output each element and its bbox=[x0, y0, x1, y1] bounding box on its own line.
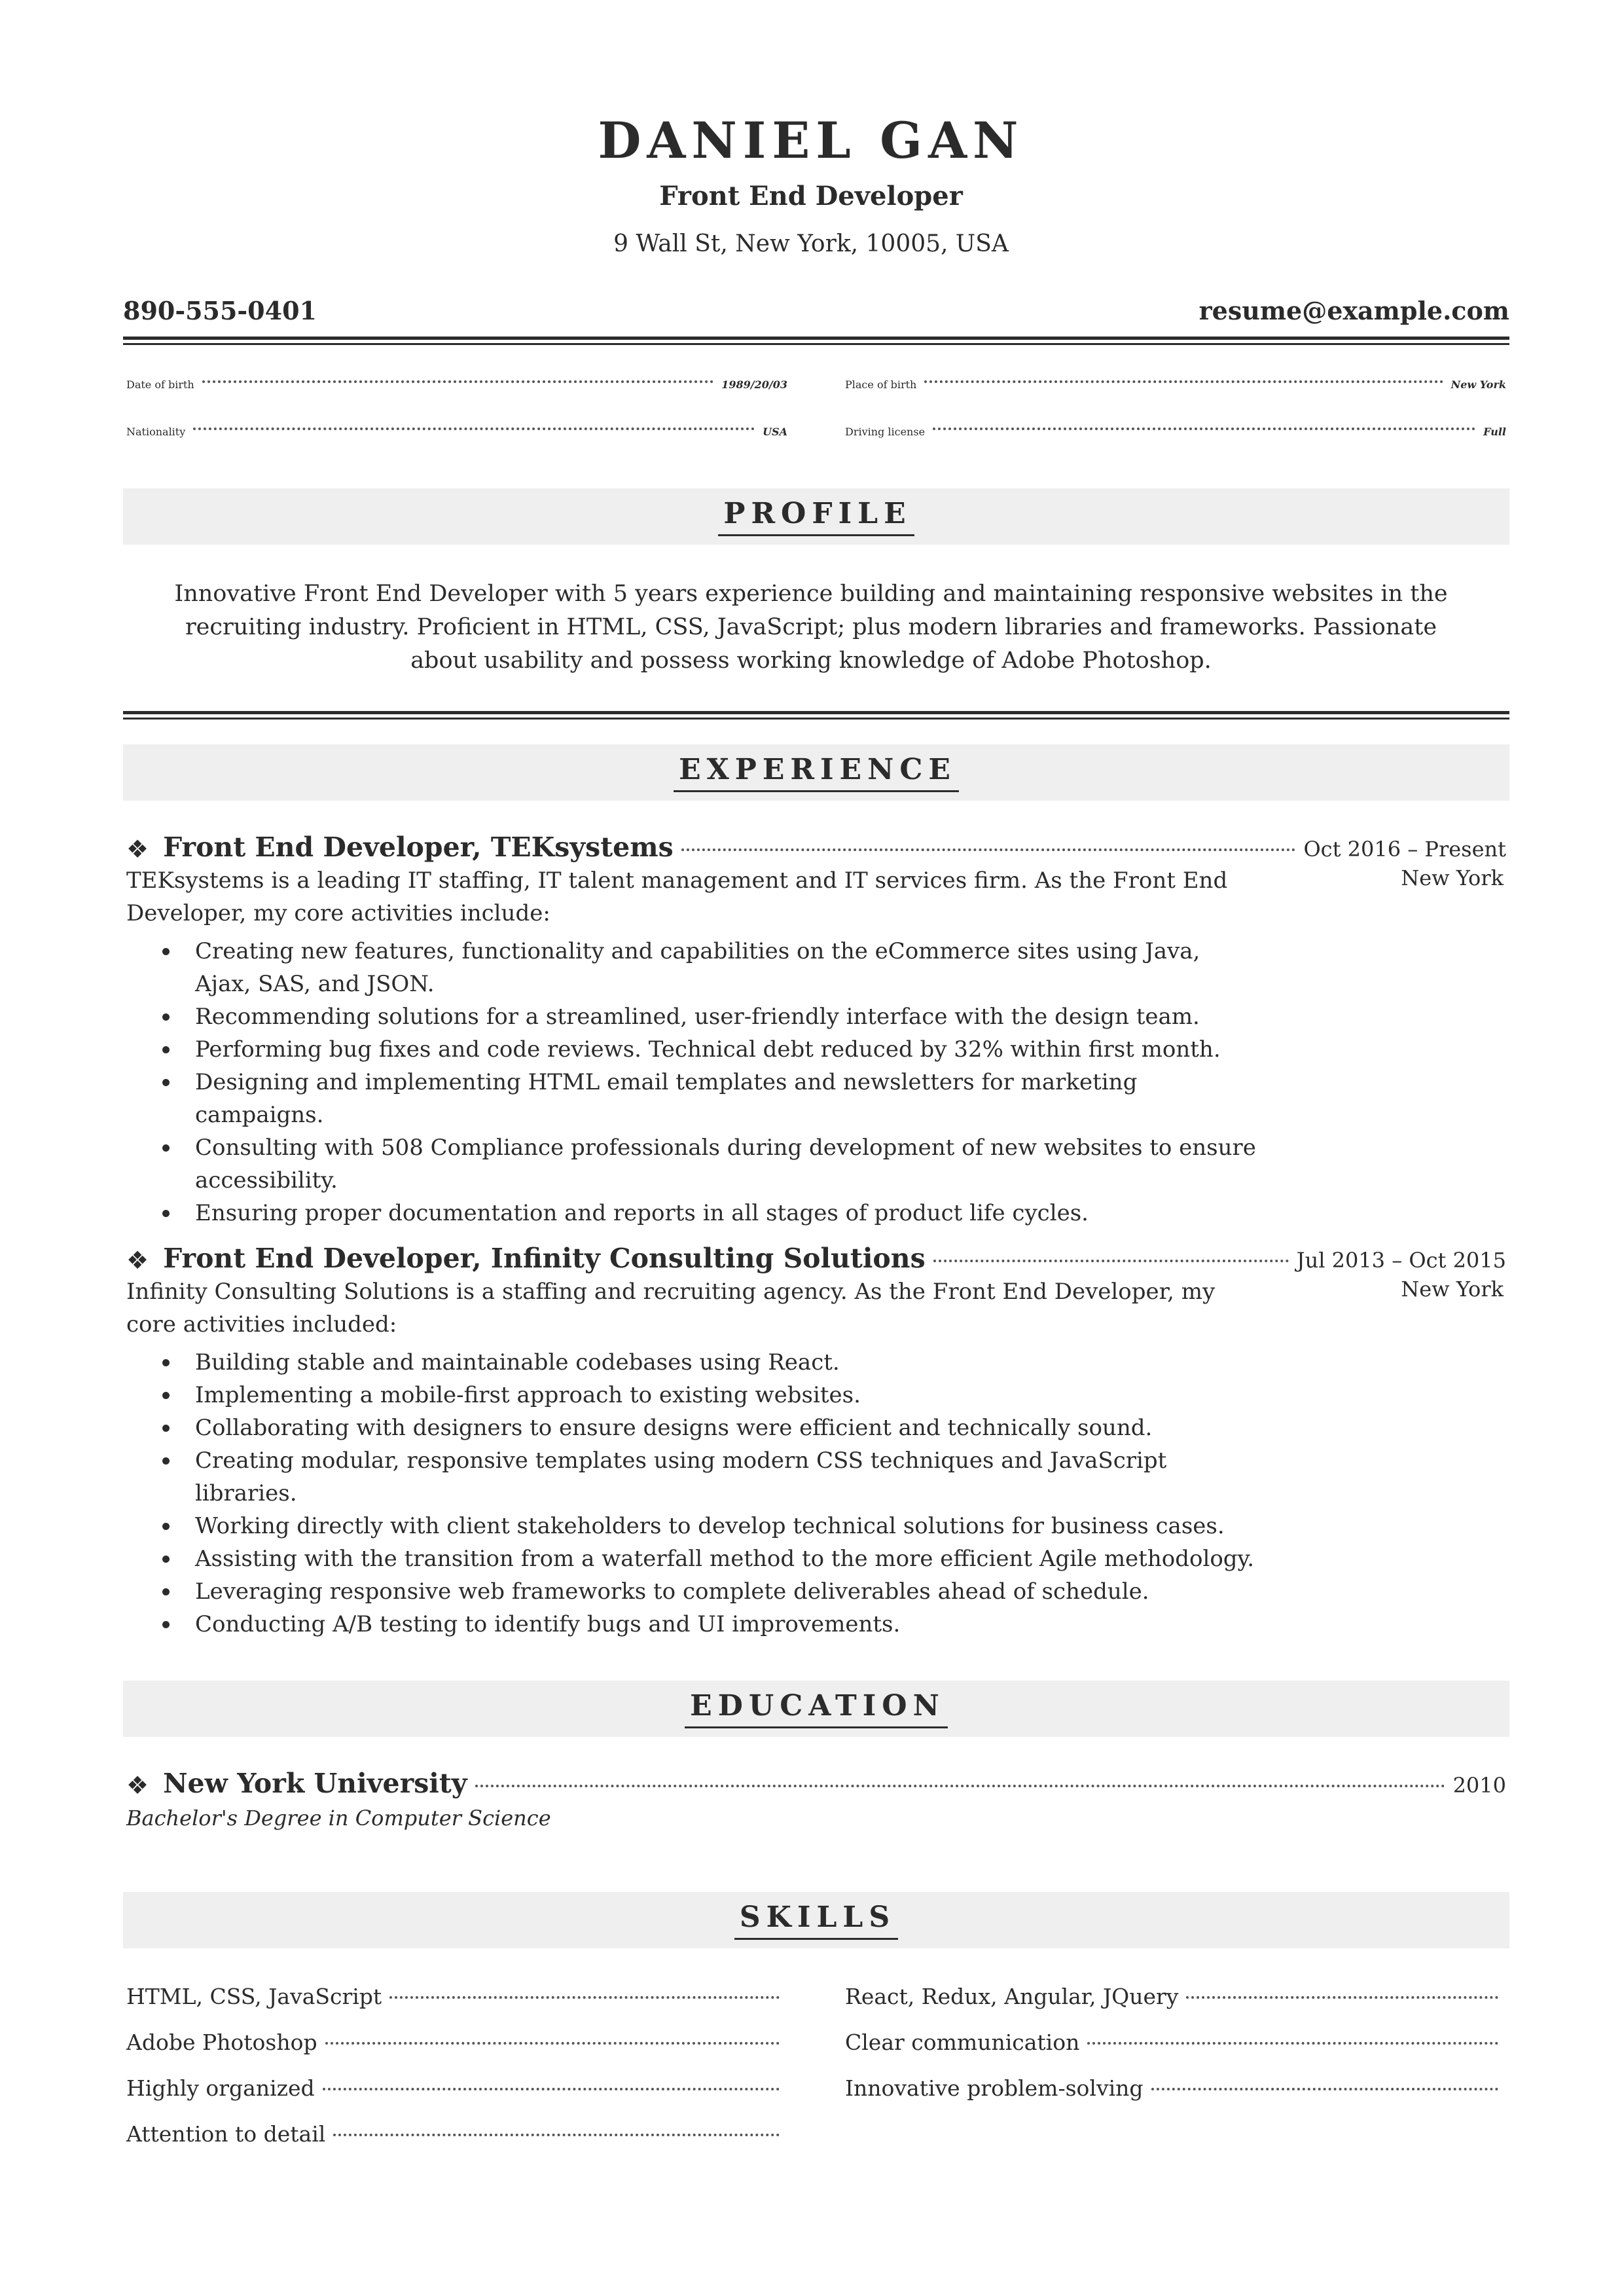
list-item: Performing bug fixes and code reviews. Technical debt reduced by 32% within first month. bbox=[195, 1033, 1262, 1066]
profile-summary: Innovative Front End Developer with 5 years experience building and maintaining responsive websites in the recruiting industry. Proficient in HTML, CSS, JavaScript; plus modern libraries and frameworks. Passionate about usability and possess working knowledge of Adobe Photoshop. bbox=[174, 581, 1448, 674]
info-label: Nationality bbox=[126, 426, 186, 438]
contact-row bbox=[123, 296, 1509, 325]
dot-leader bbox=[389, 1996, 780, 1999]
skill-item bbox=[845, 1984, 1506, 2009]
experience-bullets bbox=[126, 935, 1262, 1230]
info-date-of-birth bbox=[126, 378, 787, 391]
list-item: Ensuring proper documentation and reports in all stages of product life cycles. bbox=[195, 1197, 1262, 1230]
list-item: Creating modular, responsive templates using modern CSS techniques and JavaScript libraries. bbox=[195, 1444, 1262, 1510]
education-degree: Bachelor's Degree in Computer Science bbox=[126, 1806, 551, 1831]
header-divider bbox=[123, 337, 1509, 345]
section-heading: EXPERIENCE bbox=[674, 753, 959, 792]
skill-item bbox=[126, 2075, 787, 2101]
skill-label: React, Redux, Angular, JQuery bbox=[845, 1984, 1179, 2009]
section-experience bbox=[123, 744, 1509, 801]
info-label: Driving license bbox=[845, 426, 926, 438]
email-address: resume@example.com bbox=[1198, 296, 1509, 325]
skill-item bbox=[845, 2030, 1506, 2055]
skill-item bbox=[126, 2121, 787, 2147]
list-item: Leveraging responsive web frameworks to complete deliverables ahead of schedule. bbox=[195, 1575, 1262, 1608]
dot-leader bbox=[924, 380, 1443, 383]
experience-title: Front End Developer, Infinity Consulting Solutions bbox=[163, 1243, 926, 1274]
list-item: Creating new features, functionality and capabilities on the eCommerce sites using Java, Ajax, SAS, and JSON. bbox=[195, 935, 1262, 1000]
skill-label: HTML, CSS, JavaScript bbox=[126, 1984, 382, 2009]
education-entry bbox=[126, 1768, 1506, 1831]
job-title: Front End Developer bbox=[659, 181, 963, 211]
education-school: New York University bbox=[163, 1768, 467, 1799]
experience-location: New York bbox=[1401, 866, 1504, 890]
info-value: Full bbox=[1483, 426, 1506, 438]
info-label: Place of birth bbox=[845, 378, 917, 391]
list-item: Conducting A/B testing to identify bugs and UI improvements. bbox=[195, 1608, 1262, 1641]
section-heading: EDUCATION bbox=[685, 1689, 948, 1728]
experience-header bbox=[126, 1243, 1506, 1274]
dot-leader bbox=[681, 848, 1296, 851]
list-item: Working directly with client stakeholders to develop technical solutions for business cases. bbox=[195, 1510, 1262, 1542]
list-item: Building stable and maintainable codebases using React. bbox=[195, 1346, 1262, 1379]
dot-leader bbox=[475, 1785, 1445, 1787]
section-heading: PROFILE bbox=[718, 497, 914, 536]
skill-label: Innovative problem-solving bbox=[845, 2075, 1144, 2101]
dot-leader bbox=[202, 380, 714, 383]
experience-location: New York bbox=[1401, 1277, 1504, 1302]
diamond-cluster-icon: ❖ bbox=[126, 1771, 149, 1800]
list-item: Collaborating with designers to ensure designs were efficient and technically sound. bbox=[195, 1412, 1262, 1444]
dot-leader bbox=[333, 2134, 780, 2136]
list-item: Consulting with 508 Compliance professionals during development of new websites to ensure accessibility. bbox=[195, 1131, 1262, 1197]
info-value: USA bbox=[763, 426, 787, 438]
skill-label: Adobe Photoshop bbox=[126, 2030, 317, 2055]
list-item: Implementing a mobile-first approach to existing websites. bbox=[195, 1379, 1262, 1412]
info-value: 1989/20/03 bbox=[721, 378, 787, 391]
section-heading: SKILLS bbox=[734, 1901, 898, 1940]
experience-header bbox=[126, 831, 1506, 863]
skill-label: Attention to detail bbox=[126, 2121, 326, 2147]
dot-leader bbox=[933, 428, 1475, 430]
info-value: New York bbox=[1451, 378, 1506, 391]
profile-divider bbox=[123, 711, 1509, 720]
experience-dates: Oct 2016 – Present bbox=[1303, 837, 1506, 862]
dot-leader bbox=[933, 1260, 1289, 1262]
info-nationality bbox=[126, 426, 787, 438]
phone-number: 890-555-0401 bbox=[123, 296, 317, 325]
dot-leader bbox=[323, 2088, 780, 2090]
list-item: Recommending solutions for a streamlined, user-friendly interface with the design team. bbox=[195, 1000, 1262, 1033]
experience-description: TEKsystems is a leading IT staffing, IT talent management and IT services firm. As the Front End Developer, my core activities include: bbox=[126, 867, 1228, 926]
dot-leader bbox=[1151, 2088, 1498, 2090]
skill-item bbox=[126, 1984, 787, 2009]
info-driving-license bbox=[845, 426, 1506, 438]
info-place-of-birth bbox=[845, 378, 1506, 391]
section-skills bbox=[123, 1892, 1509, 1948]
list-item: Designing and implementing HTML email templates and newsletters for marketing campaigns. bbox=[195, 1066, 1262, 1131]
experience-bullets bbox=[126, 1346, 1262, 1641]
diamond-cluster-icon: ❖ bbox=[126, 1246, 149, 1275]
candidate-name: DANIEL GAN bbox=[598, 111, 1024, 170]
experience-title: Front End Developer, TEKsystems bbox=[163, 831, 674, 863]
list-item: Assisting with the transition from a waterfall method to the more efficient Agile methodology. bbox=[195, 1542, 1262, 1575]
skill-item bbox=[126, 2030, 787, 2055]
address: 9 Wall St, New York, 10005, USA bbox=[613, 230, 1009, 257]
dot-leader bbox=[1186, 1996, 1498, 1999]
experience-entry bbox=[126, 1243, 1506, 1641]
dot-leader bbox=[325, 2042, 780, 2045]
section-profile bbox=[123, 488, 1509, 545]
dot-leader bbox=[193, 428, 755, 430]
skill-label: Clear communication bbox=[845, 2030, 1080, 2055]
diamond-cluster-icon: ❖ bbox=[126, 835, 149, 864]
experience-dates: Jul 2013 – Oct 2015 bbox=[1296, 1248, 1506, 1273]
dot-leader bbox=[1087, 2042, 1498, 2045]
skill-label: Highly organized bbox=[126, 2075, 315, 2101]
section-education bbox=[123, 1681, 1509, 1737]
experience-description: Infinity Consulting Solutions is a staffing and recruiting agency. As the Front End Developer, my core activities included: bbox=[126, 1279, 1216, 1338]
experience-entry bbox=[126, 831, 1506, 1230]
skill-item bbox=[845, 2075, 1506, 2101]
info-label: Date of birth bbox=[126, 378, 194, 391]
education-header bbox=[126, 1768, 1506, 1799]
education-year: 2010 bbox=[1452, 1773, 1506, 1798]
